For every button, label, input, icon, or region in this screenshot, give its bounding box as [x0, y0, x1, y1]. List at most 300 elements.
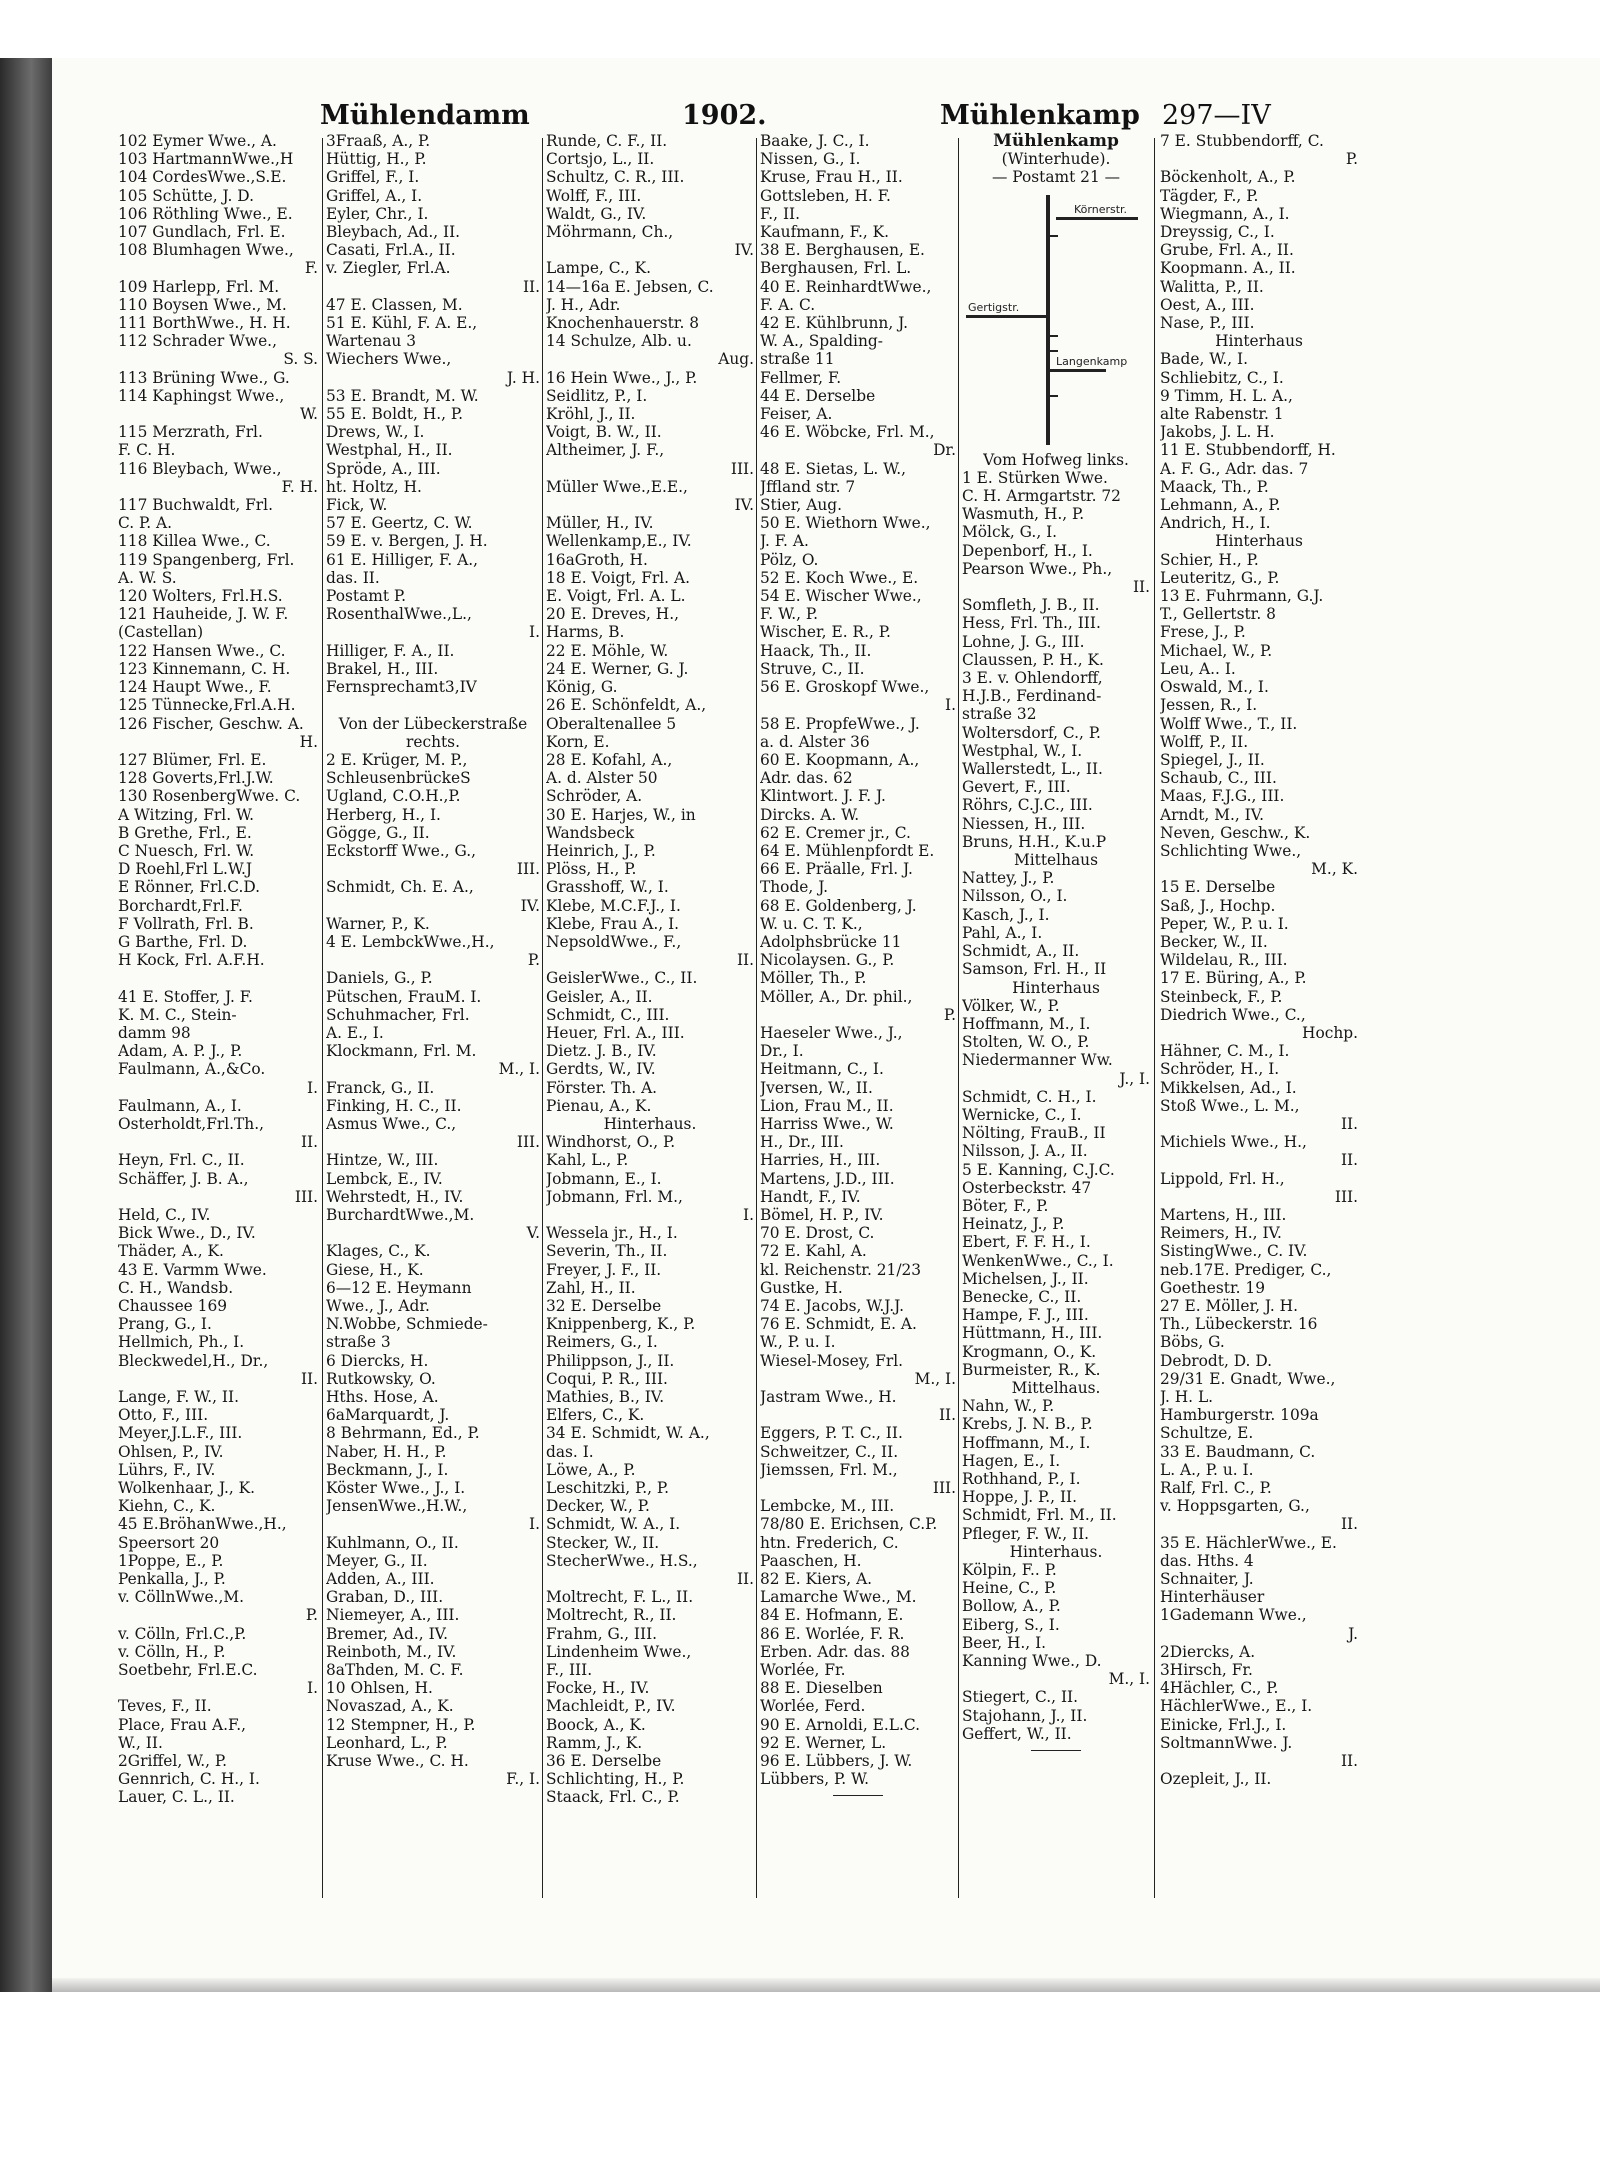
directory-entry: Klintwort. J. F. J.	[760, 787, 886, 806]
directory-entry: Müller Wwe.,E.E.,	[546, 477, 688, 496]
directory-entry: HächlerWwe., E., I.	[1160, 1697, 1313, 1716]
directory-entry: Aug.	[718, 350, 754, 369]
directory-entry: Mühlenkamp	[993, 132, 1119, 151]
directory-entry: Heinatz, J., P.	[962, 1215, 1065, 1234]
directory-entry: Worlée, Fr.	[760, 1661, 846, 1680]
directory-entry: 1Gademann Wwe.,	[1160, 1606, 1307, 1625]
directory-entry: 109 Harlepp, Frl. M.	[118, 277, 280, 296]
directory-entry: das. II.	[326, 568, 380, 587]
directory-entry: Harriss Wwe., W.	[760, 1114, 894, 1133]
directory-entry: neb.17E. Prediger, C.,	[1160, 1260, 1332, 1279]
directory-entry: Graban, D., III.	[326, 1588, 444, 1607]
directory-entry: Hagen, E., I.	[962, 1451, 1061, 1470]
directory-entry: Jiemssen, Frl. M.,	[760, 1460, 898, 1479]
directory-entry: 68 E. Goldenberg, J.	[760, 896, 917, 915]
directory-entry: Müller, H., IV.	[546, 514, 654, 533]
directory-entry: Bleckwedel,H., Dr.,	[118, 1351, 269, 1370]
directory-entry: M., I.	[1108, 1670, 1150, 1689]
directory-entry: Köster Wwe., J., I.	[326, 1479, 466, 1498]
directory-entry: 57 E. Geertz, C. W.	[326, 514, 473, 533]
directory-entry: W. A., Spalding-	[760, 332, 883, 351]
directory-entry: Prang, G., I.	[118, 1315, 212, 1334]
directory-entry: Krebs, J. N. B., P.	[962, 1415, 1093, 1434]
directory-entry: 35 E. HächlerWwe., E.	[1160, 1533, 1337, 1552]
directory-entry: Spröde, A., III.	[326, 459, 441, 478]
directory-entry: Schmidt, W. A., I.	[546, 1515, 681, 1534]
directory-entry: II.	[1340, 1752, 1358, 1771]
directory-entry: SoltmannWwe. J.	[1160, 1733, 1293, 1752]
directory-entry: 10 Ohlsen, H.	[326, 1679, 433, 1698]
directory-entry: F Vollrath, Frl. B.	[118, 914, 254, 933]
directory-entry: Feiser, A.	[760, 405, 833, 424]
directory-entry: Dietz. J. B., IV.	[546, 1042, 657, 1061]
directory-entry: 9 Timm, H. L. A.,	[1160, 386, 1293, 405]
directory-entry: Schuhmacher, Frl.	[326, 1005, 470, 1024]
directory-entry: Lübbers, P. W.	[760, 1770, 870, 1789]
directory-entry: 96 E. Lübbers, J. W.	[760, 1752, 913, 1771]
directory-entry: Mittelhaus.	[1011, 1378, 1101, 1397]
directory-entry: Martens, J.D., III.	[760, 1169, 895, 1188]
directory-entry: II.	[522, 277, 540, 296]
running-head-left: Mühlendamm	[320, 100, 530, 131]
directory-entry: IV.	[520, 896, 540, 915]
directory-entry: Jakobs, J. L. H.	[1160, 423, 1275, 442]
directory-entry: Jobmann, Frl. M.,	[546, 1187, 683, 1206]
directory-entry: 102 Eymer Wwe., A.	[118, 132, 277, 150]
directory-entry: Wellenkamp,E., IV.	[546, 532, 692, 551]
directory-entry: 51 E. Kühl, F. A. E.,	[326, 314, 478, 333]
map-label: Gertigstr.	[968, 300, 1020, 314]
map-road-main	[1046, 195, 1050, 445]
column-6	[1160, 132, 1358, 1898]
directory-entry: Coqui, P. R., III.	[546, 1369, 668, 1388]
directory-entry: 108 Blumhagen Wwe.,	[118, 241, 294, 260]
directory-entry: Nicolaysen. G., P.	[760, 951, 895, 970]
directory-entry: Wessela jr., H., I.	[546, 1224, 678, 1243]
map-house-mark	[1050, 235, 1058, 237]
directory-entry: V.	[526, 1224, 540, 1243]
directory-entry: A. F. G., Adr. das. 7	[1160, 459, 1309, 478]
directory-entry: Lauer, C. L., II.	[118, 1788, 235, 1807]
directory-entry: Hths. Hose, A.	[326, 1388, 439, 1407]
directory-entry: Michelsen, J., II.	[962, 1269, 1089, 1288]
directory-entry: Franck, G., II.	[326, 1078, 435, 1097]
directory-entry: J. H.	[506, 368, 540, 387]
directory-entry: Mittelhaus	[1014, 851, 1098, 870]
directory-entry: H Kock, Frl. A.F.H.	[118, 951, 265, 970]
directory-entry: Schmidt, C., III.	[546, 1005, 670, 1024]
directory-entry: Hüttmann, H., III.	[962, 1324, 1103, 1343]
directory-entry: Severin, Th., II.	[546, 1242, 668, 1261]
directory-entry: Kasch, J., I.	[962, 905, 1050, 924]
directory-entry: Teves, F., II.	[118, 1697, 212, 1716]
directory-entry: 2Diercks, A.	[1160, 1642, 1256, 1661]
directory-entry: Struve, C., II.	[760, 659, 865, 678]
map-house-mark	[1050, 395, 1058, 397]
directory-entry: Steinbeck, F., P.	[1160, 987, 1283, 1006]
directory-entry: H., Dr., III.	[760, 1133, 844, 1152]
directory-entry: 90 E. Arnoldi, E.L.C.	[760, 1715, 920, 1734]
directory-entry: NepsoldWwe., F.,	[546, 932, 682, 951]
directory-entry: Schmidt, Ch. E. A.,	[326, 878, 474, 897]
directory-entry: Schröder, H., I.	[1160, 1060, 1280, 1079]
directory-entry: Focke, H., IV.	[546, 1679, 650, 1698]
directory-entry: 1Poppe, E., P.	[118, 1551, 224, 1570]
directory-entry: Lippold, Frl. H.,	[1160, 1169, 1285, 1188]
directory-entry: Samson, Frl. H., II	[962, 960, 1107, 979]
directory-entry: Knippenberg, K., P.	[546, 1315, 696, 1334]
directory-entry: 82 E. Kiers, A.	[760, 1570, 873, 1589]
directory-entry: F., II.	[760, 204, 801, 223]
directory-entry: Hamburgerstr. 109a	[1160, 1406, 1319, 1425]
directory-entry: Möhrmann, Ch.,	[546, 223, 674, 242]
directory-entry: 128 Goverts,Frl.J.W.	[118, 769, 274, 788]
directory-entry: kl. Reichenstr. 21/23	[760, 1260, 922, 1279]
column-rule	[322, 138, 323, 1898]
directory-entry: E. Voigt, Frl. A. L.	[546, 587, 686, 606]
directory-entry: König, G.	[546, 678, 618, 697]
directory-entry: JensenWwe.,H.W.,	[326, 1497, 468, 1516]
directory-entry: Wiegmann, A., I.	[1160, 204, 1290, 223]
directory-entry: Pölz, O.	[760, 550, 819, 569]
directory-entry: Hellmich, Ph., I.	[118, 1333, 245, 1352]
directory-entry: II.	[1132, 578, 1150, 597]
directory-entry: Westphal, H., II.	[326, 441, 453, 460]
directory-entry: Klebe, Frau A., I.	[546, 914, 680, 933]
directory-entry: W.	[299, 405, 318, 424]
directory-entry: Kahl, L., P.	[546, 1151, 629, 1170]
directory-entry: 33 E. Baudmann, C.	[1160, 1442, 1316, 1461]
directory-entry: Nissen, G., I.	[760, 150, 861, 169]
directory-entry: 50 E. Wiethorn Wwe.,	[760, 514, 931, 533]
directory-entry: Geisler, A., II.	[546, 987, 653, 1006]
directory-entry: Held, C., IV.	[118, 1205, 211, 1224]
directory-entry: W., II.	[118, 1733, 163, 1752]
directory-entry: Michiels Wwe., H.,	[1160, 1133, 1307, 1152]
directory-entry: Drews, W., I.	[326, 423, 425, 442]
directory-entry: Schweitzer, C., II.	[760, 1442, 899, 1461]
directory-entry: III.	[730, 459, 754, 478]
directory-entry: Wallerstedt, L., II.	[962, 760, 1103, 779]
directory-entry: 76 E. Schmidt, E. A.	[760, 1315, 917, 1334]
directory-entry: Wolff Wwe., T., II.	[1160, 714, 1298, 733]
directory-entry: 118 Killea Wwe., C.	[118, 532, 271, 551]
directory-entry: SchleusenbrückeS	[326, 769, 471, 788]
directory-entry: Gottsleben, H. F.	[760, 186, 891, 205]
directory-entry: 11 E. Stubbendorff, H.	[1160, 441, 1336, 460]
directory-entry: III.	[516, 1133, 540, 1152]
directory-entry: Adr. das. 62	[760, 769, 853, 788]
directory-entry: Lührs, F., IV.	[118, 1460, 216, 1479]
directory-entry: 58 E. PropfeWwe., J.	[760, 714, 920, 733]
directory-entry: Wildelau, R., III.	[1160, 951, 1288, 970]
directory-entry: Ralf, Frl. C., P.	[1160, 1479, 1272, 1498]
directory-entry: Hochp.	[1302, 1023, 1358, 1042]
directory-entry: Staack, Frl. C., P.	[546, 1788, 680, 1807]
directory-entry: Zahl, H., II.	[546, 1278, 636, 1297]
directory-entry: Windhorst, O., P.	[546, 1133, 676, 1152]
directory-entry: Schier, H., P.	[1160, 550, 1259, 569]
directory-entry: Waldt, G., IV.	[546, 204, 647, 223]
directory-entry: Pfleger, F. W., II.	[962, 1524, 1090, 1543]
directory-entry: Machleidt, P., IV.	[546, 1697, 676, 1716]
directory-entry: Peper, W., P. u. I.	[1160, 914, 1289, 933]
directory-entry: Schlichting Wwe.,	[1160, 841, 1302, 860]
directory-entry: Böter, F., P.	[962, 1196, 1049, 1215]
directory-entry: Chaussee 169	[118, 1297, 228, 1315]
directory-entry: Jobmann, E., I.	[546, 1169, 662, 1188]
directory-entry: Fick, W.	[326, 496, 388, 515]
directory-entry: P.	[527, 951, 540, 970]
directory-entry: Schmidt, C. H., I.	[962, 1087, 1097, 1106]
directory-entry: Handt, F., IV.	[760, 1187, 861, 1206]
directory-entry: Nilsson, J. A., II.	[962, 1142, 1088, 1161]
directory-entry: Hess, Frl. Th., III.	[962, 614, 1101, 633]
directory-entry: 4 E. LembckWwe.,H.,	[326, 932, 495, 951]
directory-entry: Herberg, H., I.	[326, 805, 441, 824]
directory-entry: 116 Bleybach, Wwe.,	[118, 459, 282, 478]
directory-entry: SistingWwe., C. IV.	[1160, 1242, 1308, 1261]
directory-entry: Nahn, W., P.	[962, 1397, 1055, 1416]
directory-entry: Haack, Th., II.	[760, 641, 872, 660]
directory-entry: htn. Frederich, C.	[760, 1533, 899, 1552]
directory-entry: C. H. Armgartstr. 72	[962, 487, 1121, 506]
directory-entry: H.	[299, 732, 318, 751]
directory-entry: Berghausen, Frl. L.	[760, 259, 912, 278]
directory-entry: ht. Holtz, H.	[326, 477, 422, 496]
directory-entry: damm 98	[118, 1023, 191, 1042]
directory-entry: 130 RosenbergWwe. C.	[118, 787, 301, 806]
directory-entry: 122 Hansen Wwe., C.	[118, 641, 286, 660]
directory-entry: straße 11	[760, 350, 835, 369]
directory-entry: Kaufmann, F., K.	[760, 223, 890, 242]
directory-entry: Postamt P.	[326, 587, 407, 606]
directory-entry: Stajohann, J., II.	[962, 1706, 1088, 1725]
directory-entry: Mölck, G., I.	[962, 523, 1058, 542]
directory-entry: Schultze, E.	[1160, 1424, 1254, 1443]
directory-entry: 111 BorthWwe., H. H.	[118, 314, 291, 333]
directory-entry: Bömel, H. P., IV.	[760, 1205, 884, 1224]
directory-entry: Oest, A., III.	[1160, 295, 1255, 314]
directory-entry: Ramm, J., K.	[546, 1733, 643, 1752]
directory-entry: Schäffer, J. B. A.,	[118, 1169, 249, 1188]
directory-entry: Decker, W., P.	[546, 1497, 650, 1516]
directory-entry: Heitmann, C., I.	[760, 1060, 884, 1079]
directory-entry: Beer, H., I.	[962, 1633, 1047, 1652]
directory-entry: F. A. C.	[760, 295, 816, 314]
directory-entry: Lamarche Wwe., M.	[760, 1588, 917, 1607]
directory-entry: Brakel, H., III.	[326, 659, 439, 678]
directory-entry: Wolff, P., II.	[1160, 732, 1249, 751]
map-house-mark	[1050, 335, 1058, 337]
directory-entry: 29/31 E. Gnadt, Wwe.,	[1160, 1369, 1336, 1388]
directory-entry: 6—12 E. Heymann	[326, 1278, 472, 1297]
directory-entry: Place, Frau A.F.,	[118, 1715, 247, 1734]
directory-entry: 4Hächler, C., P.	[1160, 1679, 1279, 1698]
directory-entry: Bick Wwe., D., IV.	[118, 1224, 256, 1243]
directory-entry: Dreyssig, C., I.	[1160, 223, 1275, 242]
directory-entry: Walitta, P., II.	[1160, 277, 1264, 296]
directory-entry: II.	[938, 1406, 956, 1425]
directory-entry: 110 Boysen Wwe., M.	[118, 295, 287, 314]
directory-entry: 74 E. Jacobs, W.J.J.	[760, 1297, 905, 1315]
directory-entry: Lembcke, M., III.	[760, 1497, 895, 1516]
directory-entry: Wolkenhaar, J., K.	[118, 1479, 256, 1498]
directory-entry: 34 E. Schmidt, W. A.,	[546, 1424, 710, 1443]
directory-entry: III.	[516, 860, 540, 879]
directory-entry: Wartenau 3	[326, 332, 416, 351]
directory-entry: 17 E. Büring, A., P.	[1160, 969, 1307, 988]
directory-entry: 115 Merzrath, Frl.	[118, 423, 263, 442]
directory-entry: 36 E. Derselbe	[546, 1752, 662, 1771]
directory-entry: Jffland str. 7	[760, 477, 856, 496]
running-head-year: 1902.	[682, 100, 767, 131]
directory-entry: Wernicke, C., I.	[962, 1105, 1082, 1124]
column-rule	[542, 138, 543, 1898]
directory-entry: I.	[307, 1679, 318, 1698]
directory-entry: E Rönner, Frl.C.D.	[118, 878, 261, 897]
directory-entry: P.	[943, 1005, 956, 1024]
directory-entry: Leu, A.. I.	[1160, 659, 1236, 678]
directory-entry: Hüttig, H., P.	[326, 150, 427, 169]
directory-entry: Bollow, A., P.	[962, 1597, 1061, 1616]
directory-entry: F., III.	[546, 1661, 593, 1680]
directory-entry: Leuteritz, G., P.	[1160, 568, 1280, 587]
scan-background	[0, 58, 1600, 1992]
directory-entry: Wasmuth, H., P.	[962, 505, 1085, 524]
directory-entry: Jastram Wwe., H.	[760, 1388, 897, 1407]
directory-entry: Adam, A. P. J., P.	[118, 1042, 243, 1061]
directory-entry: Claussen, P. H., K.	[962, 650, 1104, 669]
directory-entry: Pahl, A., I.	[962, 923, 1043, 942]
directory-entry: Nölting, FrauB., II	[962, 1124, 1106, 1143]
directory-entry: C. P. A.	[118, 514, 173, 533]
column-3	[546, 132, 754, 1898]
directory-entry: Korn, E.	[546, 732, 610, 751]
directory-entry: 24 E. Werner, G. J.	[546, 659, 689, 678]
directory-entry: 8aThden, M. C. F.	[326, 1661, 464, 1680]
directory-entry: II.	[1340, 1151, 1358, 1170]
directory-entry: a. d. Alster 36	[760, 732, 870, 751]
directory-entry: Leonhard, L., P.	[326, 1733, 448, 1752]
directory-entry: 15 E. Derselbe	[1160, 878, 1276, 897]
directory-entry: S. S.	[283, 350, 318, 369]
directory-entry: 119 Spangenberg, Frl.	[118, 550, 295, 569]
directory-entry: I.	[307, 1078, 318, 1097]
directory-entry: Maack, Th., P.	[1160, 477, 1269, 496]
directory-entry: Bleybach, Ad., II.	[326, 223, 461, 242]
directory-entry: Kölpin, F.. P.	[962, 1561, 1057, 1579]
directory-entry: I.	[529, 623, 540, 642]
directory-entry: F. C. H.	[118, 441, 176, 460]
directory-entry: Debrodt, D. D.	[1160, 1351, 1273, 1370]
directory-entry: 53 E. Brandt, M. W.	[326, 386, 479, 405]
column-5	[962, 132, 1150, 1898]
directory-entry: J. F. A.	[760, 532, 809, 551]
directory-entry: Klages, C., K.	[326, 1242, 431, 1261]
directory-entry: Krogmann, O., K.	[962, 1342, 1097, 1361]
directory-entry: Einicke, Frl.J., I.	[1160, 1715, 1287, 1734]
directory-entry: 64 E. Mühlenpfordt E.	[760, 841, 935, 860]
directory-entry: Hinterhaus.	[603, 1114, 697, 1133]
directory-entry: Heyn, Frl. C., II.	[118, 1151, 245, 1170]
directory-entry: Lembck, E., IV.	[326, 1169, 443, 1188]
directory-entry: A. d. Alster 50	[546, 769, 658, 788]
directory-entry: Schnaiter, J.	[1160, 1570, 1254, 1589]
directory-entry: Burmeister, R., K.	[962, 1360, 1101, 1379]
directory-entry: Depenborf, H., I.	[962, 541, 1093, 560]
directory-entry: Schmidt, Frl. M., II.	[962, 1506, 1117, 1525]
directory-entry: Spiegel, J., II.	[1160, 750, 1265, 769]
directory-entry: Fernsprechamt3,IV	[326, 678, 477, 697]
directory-entry: (Castellan)	[118, 623, 204, 642]
directory-entry: Nattey, J., P.	[962, 869, 1055, 888]
directory-entry: 38 E. Berghausen, E.	[760, 241, 925, 260]
directory-entry: Lange, F. W., II.	[118, 1388, 239, 1407]
directory-entry: F.	[304, 259, 318, 278]
directory-entry: 123 Kinnemann, C. H.	[118, 659, 291, 678]
directory-entry: Hinterhaus	[1012, 978, 1100, 997]
directory-entry: T., Gellertstr. 8	[1160, 605, 1276, 624]
directory-entry: Vom Hofweg links.	[983, 450, 1129, 469]
directory-entry: W. u. C. T. K.,	[760, 914, 863, 933]
directory-entry: 104 CordesWwe.,S.E.	[118, 168, 287, 187]
directory-entry: 16 Hein Wwe., J., P.	[546, 368, 698, 387]
directory-entry: II.	[300, 1133, 318, 1152]
directory-entry: Woltersdorf, C., P.	[962, 723, 1101, 742]
directory-entry: Hinterhaus	[1215, 332, 1303, 351]
directory-entry: Adolphsbrücke 11	[760, 932, 902, 951]
directory-entry: 22 E. Möhle, W.	[546, 641, 669, 660]
column-2	[326, 132, 540, 1898]
directory-entry: Cortsjo, L., II.	[546, 150, 655, 169]
directory-entry: Martens, H., III.	[1160, 1205, 1287, 1224]
directory-entry: 41 E. Stoffer, J. F.	[118, 987, 253, 1006]
directory-entry: 32 E. Derselbe	[546, 1297, 662, 1315]
directory-entry: 59 E. v. Bergen, J. H.	[326, 532, 488, 551]
directory-entry: RosenthalWwe.,L.,	[326, 605, 472, 624]
directory-entry: Fellmer, F.	[760, 368, 842, 387]
column-1	[118, 132, 318, 1898]
directory-entry: Lohne, J. G., III.	[962, 632, 1085, 651]
directory-entry: Speersort 20	[118, 1533, 220, 1552]
directory-entry: Freyer, J. F., II.	[546, 1260, 662, 1279]
directory-entry: Grasshoff, W., I.	[546, 878, 669, 897]
directory-entry: Warner, P., K.	[326, 914, 430, 933]
directory-entry: Borchardt,Frl.F.	[118, 896, 243, 915]
directory-entry: II.	[736, 951, 754, 970]
directory-entry: — Postamt 21 —	[991, 168, 1121, 187]
directory-entry: 127 Blümer, Frl. E.	[118, 750, 267, 769]
directory-entry: Philippson, J., II.	[546, 1351, 675, 1370]
directory-entry: M., K.	[1311, 860, 1358, 879]
column-rule	[756, 138, 757, 1898]
directory-entry: Ugland, C.O.H.,P.	[326, 787, 461, 806]
directory-entry: 72 E. Kahl, A.	[760, 1242, 867, 1261]
directory-entry: Schultz, C. R., III.	[546, 168, 685, 187]
directory-entry: Saß, J., Hochp.	[1160, 896, 1276, 915]
directory-entry: alte Rabenstr. 1	[1160, 405, 1284, 424]
directory-entry	[326, 696, 540, 714]
directory-entry: Hoffmann, M., I.	[962, 1433, 1091, 1452]
directory-entry: 92 E. Werner, L.	[760, 1733, 887, 1752]
directory-entry: 3Hirsch, Fr.	[1160, 1661, 1253, 1680]
directory-entry: Schlichting, H., P.	[546, 1770, 685, 1789]
directory-entry: K. M. C., Stein-	[118, 1005, 237, 1024]
directory-entry: BurchardtWwe.,M.	[326, 1205, 475, 1224]
directory-entry: Wiechers Wwe.,	[326, 350, 452, 369]
directory-entry: 54 E. Wischer Wwe.,	[760, 587, 922, 606]
